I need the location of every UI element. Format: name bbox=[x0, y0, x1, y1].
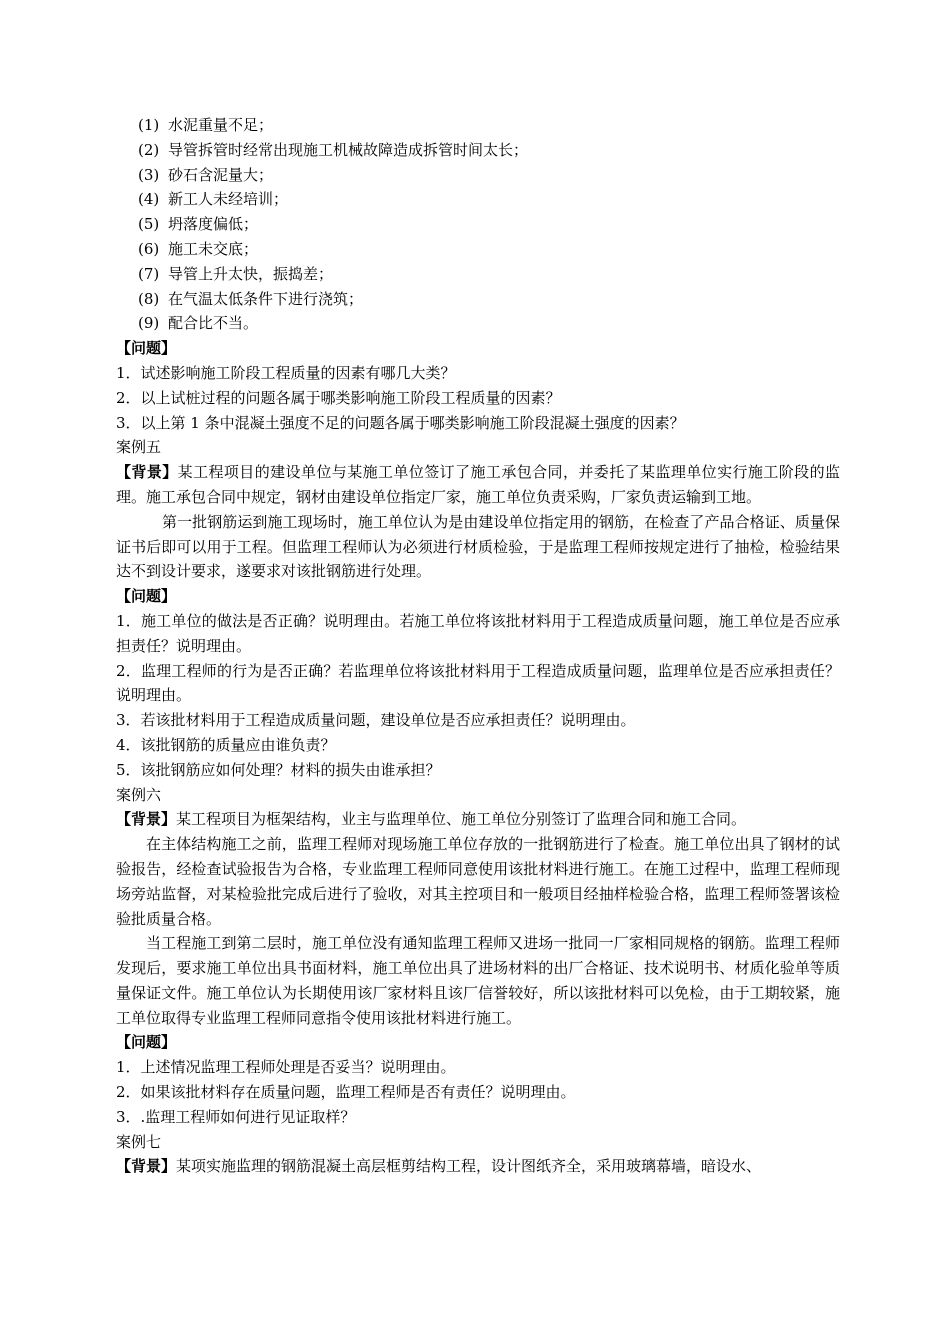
question-item: 1．试述影响施工阶段工程质量的因素有哪几大类？ bbox=[116, 363, 456, 382]
background-text: 某工程项目的建设单位与某施工单位签订了施工承包合同，并委托了某监理单位实行施工阶段的监理。施工承包合同中规定，钢材由建设单位指定厂家，施工单位负责采购，厂家负责运输到工地。 bbox=[116, 463, 840, 506]
cause-list bbox=[116, 113, 840, 336]
cause-item bbox=[116, 212, 840, 237]
case-background bbox=[116, 807, 840, 832]
cause-item bbox=[116, 237, 840, 262]
question-heading: 【问题】 bbox=[116, 587, 177, 606]
background-label: 【背景】 bbox=[116, 463, 178, 482]
cause-number: (5) bbox=[138, 215, 160, 234]
cause-text: 配合比不当。 bbox=[168, 314, 259, 333]
background-label: 【背景】 bbox=[116, 810, 177, 829]
question-item: 3．以上第 1 条中混凝土强度不足的问题各属于哪类影响施工阶段混凝土强度的因素？ bbox=[116, 413, 685, 432]
case-paragraph: 在主体结构施工之前，监理工程师对现场施工单位存放的一批钢筋进行了检查。施工单位出具了钢材的试验报告，经检查试验报告为合格，专业监理工程师同意使用该批材料进行施工。在施工过程中，监理工程师现场旁站监督，对某检验批完成后进行了验收，对其主控项目和一般项目经抽样检验合格，监理工程师签署该检验批质量合格。 bbox=[116, 835, 840, 928]
question-heading: 【问题】 bbox=[116, 1033, 177, 1052]
cause-number: (3) bbox=[138, 165, 160, 184]
case-background bbox=[116, 1154, 840, 1179]
cause-item bbox=[116, 138, 840, 163]
cause-item bbox=[116, 163, 840, 188]
cause-number: (2) bbox=[138, 140, 160, 159]
question-heading: 【问题】 bbox=[116, 339, 177, 358]
cause-number: (6) bbox=[138, 239, 160, 258]
cause-text: 施工未交底； bbox=[168, 239, 259, 258]
question-item: 3．.监理工程师如何进行见证取样？ bbox=[116, 1107, 356, 1126]
cause-text: 导管上升太快，振捣差； bbox=[168, 264, 334, 283]
case-title: 案例七 bbox=[116, 1132, 162, 1151]
cause-item bbox=[116, 187, 840, 212]
question-item: 3．若该批材料用于工程造成质量问题，建设单位是否应承担责任？说明理由。 bbox=[116, 711, 636, 730]
cause-number: (8) bbox=[138, 289, 160, 308]
case-title: 案例六 bbox=[116, 785, 162, 804]
cause-number: (4) bbox=[138, 190, 160, 209]
cause-number: (7) bbox=[138, 264, 160, 283]
cause-text: 水泥重量不足； bbox=[168, 116, 274, 134]
question-item: 1．上述情况监理工程师处理是否妥当？说明理由。 bbox=[116, 1058, 456, 1077]
cause-number: (9) bbox=[138, 314, 160, 333]
case-paragraph: 第一批钢筋运到施工现场时，施工单位认为是由建设单位指定用的钢筋，在检查了产品合格证、质量保证书后即可以用于工程。但监理工程师认为必须进行材质检验，于是监理工程师按规定进行了抽检，检验结果达不到设计要求，遂要求对该批钢筋进行处理。 bbox=[116, 512, 840, 581]
background-text: 某项实施监理的钢筋混凝土高层框剪结构工程，设计图纸齐全，采用玻璃幕墙，暗设水、 bbox=[176, 1157, 762, 1176]
cause-text: 导管拆管时经常出现施工机械故障造成拆管时间太长； bbox=[168, 140, 529, 159]
cause-number: (1) bbox=[138, 116, 160, 134]
cause-text: 在气温太低条件下进行浇筑； bbox=[168, 289, 364, 308]
question-item: 2．以上试桩过程的问题各属于哪类影响施工阶段工程质量的因素？ bbox=[116, 388, 561, 407]
background-label: 【背景】 bbox=[116, 1157, 177, 1176]
case-background bbox=[116, 460, 840, 510]
question-item: 2．如果该批材料存在质量问题，监理工程师是否有责任？说明理由。 bbox=[116, 1083, 576, 1102]
cause-text: 新工人未经培训； bbox=[168, 190, 289, 209]
cause-text: 坍落度偏低； bbox=[168, 215, 259, 234]
question-item: 1．施工单位的做法是否正确？说明理由。若施工单位将该批材料用于工程造成质量问题，施工单位是否应承担责任？说明理由。 bbox=[116, 611, 840, 655]
cause-item bbox=[116, 262, 840, 287]
question-item: 4．该批钢筋的质量应由谁负责？ bbox=[116, 735, 336, 754]
cause-item bbox=[116, 113, 840, 138]
question-item: 5．该批钢筋应如何处理？材料的损失由谁承担？ bbox=[116, 760, 441, 779]
cause-text: 砂石含泥量大； bbox=[168, 165, 274, 184]
cause-item bbox=[116, 311, 840, 336]
cause-item bbox=[116, 287, 840, 312]
case-paragraph: 当工程施工到第二层时，施工单位没有通知监理工程师又进场一批同一厂家相同规格的钢筋。监理工程师发现后，要求施工单位出具书面材料，施工单位出具了进场材料的出厂合格证、技术说明书、材质化验单等质量保证文件。施工单位认为长期使用该厂家材料且该厂信誉较好，所以该批材料可以免检，由于工期较紧，施工单位取得专业监理工程师同意指令使用该批材料进行施工。 bbox=[116, 934, 840, 1027]
question-item: 2．监理工程师的行为是否正确？若监理单位将该批材料用于工程造成质量问题，监理单位是否应承担责任？说明理由。 bbox=[116, 661, 840, 705]
case-title: 案例五 bbox=[116, 438, 162, 457]
background-text: 某工程项目为框架结构，业主与监理单位、施工单位分别签订了监理合同和施工合同。 bbox=[176, 810, 747, 829]
